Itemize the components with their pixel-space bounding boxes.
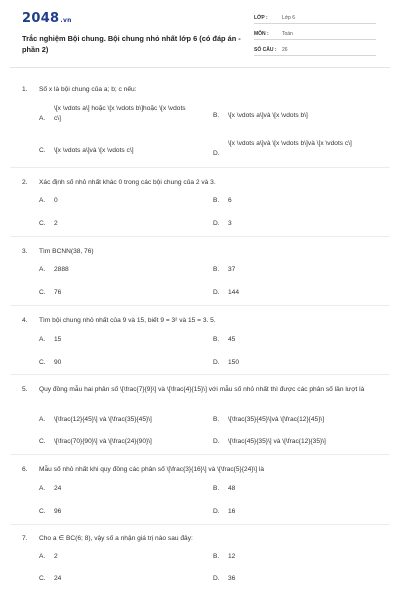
option-text: 16 [228, 508, 236, 515]
question-stem [22, 84, 384, 95]
option-letter: B. [213, 553, 220, 560]
question-number: 3. [22, 248, 28, 255]
option-text: 45 [228, 336, 236, 343]
option-letter: A. [39, 115, 46, 122]
option-text: \[\frac{35}{45}\]và \[\frac{12}{45}\] [228, 416, 325, 423]
question-divider [10, 236, 390, 237]
option-letter: A. [39, 336, 46, 343]
option-a[interactable] [39, 484, 204, 494]
option-letter: A. [39, 553, 46, 560]
question-text: Tìm BCNN(38, 76) [39, 248, 94, 255]
option-letter: B. [213, 112, 220, 119]
option-text: 2 [54, 553, 58, 560]
option-c[interactable] [39, 219, 204, 229]
question-stem [22, 315, 384, 326]
option-text: \[\frac{70}{90}\] và \[\frac{24}{90}\] [54, 438, 152, 445]
question-number: 1. [22, 86, 28, 93]
option-letter: C. [39, 147, 46, 154]
option-letter: C. [39, 575, 46, 582]
question-number: 5. [22, 386, 28, 393]
question-text: Xác định số nhỏ nhất khác 0 trong các bội chung của 2 và 3. [39, 179, 216, 186]
meta-label: LỚP : [254, 14, 268, 21]
meta-value: Toán [282, 30, 293, 37]
option-text: 144 [228, 289, 240, 296]
option-text: 15 [54, 336, 62, 343]
option-text: 6 [228, 197, 232, 204]
question-stem [22, 464, 384, 475]
option-letter: D. [213, 150, 220, 157]
option-d[interactable] [213, 574, 378, 584]
option-a[interactable] [39, 415, 204, 425]
question-stem [22, 384, 384, 395]
option-text: \[x \vdots a\]và \[x \vdots b\]và \[x \vdots c\] [228, 140, 352, 147]
meta-label: MÔN : [254, 30, 269, 37]
option-d[interactable] [213, 219, 378, 229]
question-divider [10, 305, 390, 306]
option-text: 24 [54, 575, 62, 582]
question-number: 4. [22, 317, 28, 324]
option-d[interactable] [213, 288, 378, 298]
question-text: Tìm bội chung nhỏ nhất của 9 và 15, biết 9 = 3² và 15 = 3. 5. [39, 317, 216, 324]
question-divider [10, 454, 390, 455]
question-stem [22, 177, 384, 188]
option-letter: B. [213, 266, 220, 273]
option-text: 24 [54, 485, 62, 492]
option-letter: A. [39, 416, 46, 423]
question-divider [10, 167, 390, 168]
option-text: \[\frac{12}{45}\] và \[\frac{35}{45}\] [54, 416, 152, 423]
meta-value: Lớp 6 [282, 14, 296, 21]
question-text: Mẫu số nhỏ nhất khi quy đồng các phân số \[\frac{3}{16}\] và \[\frac{5}{24}\] là [39, 466, 265, 473]
option-letter: B. [213, 336, 220, 343]
question-number: 7. [22, 535, 28, 542]
option-c[interactable] [39, 507, 204, 517]
option-b[interactable] [213, 552, 378, 562]
option-a[interactable] [39, 196, 204, 206]
option-a[interactable] [39, 552, 204, 562]
document-title: Trắc nghiệm Bội chung. Bội chung nhỏ nhất lớp 6 (có đáp án - phần 2) [22, 34, 241, 54]
option-letter: D. [213, 220, 220, 227]
option-b[interactable] [213, 111, 378, 121]
option-letter: A. [39, 197, 46, 204]
option-letter: C. [39, 289, 46, 296]
question-number: 2. [22, 179, 28, 186]
option-b[interactable] [213, 196, 378, 206]
option-text: 96 [54, 508, 62, 515]
question-stem [22, 246, 384, 257]
question-text: Quy đồng mẫu hai phân số \[\frac{7}{9}\] và \[\frac{4}{15}\] với mẫu số nhỏ nhất thì được các phân số lần lượt là [39, 386, 365, 393]
option-letter: D. [213, 575, 220, 582]
option-b[interactable] [213, 265, 378, 275]
option-text: 48 [228, 485, 236, 492]
meta-label: SỐ CÂU : [254, 46, 277, 53]
option-a[interactable] [39, 104, 189, 134]
option-letter: A. [39, 266, 46, 273]
option-letter: A. [39, 485, 46, 492]
option-letter: D. [213, 359, 220, 366]
option-a[interactable] [39, 335, 204, 345]
option-letter: D. [213, 438, 220, 445]
option-c[interactable] [39, 358, 204, 368]
option-text: 12 [228, 553, 236, 560]
option-text: \[\frac{45}{35}\] và \[\frac{12}{35}\] [228, 438, 326, 445]
question-divider [10, 524, 390, 525]
question-number: 6. [22, 466, 28, 473]
option-letter: C. [39, 508, 46, 515]
option-text: 3 [228, 220, 232, 227]
option-text: 0 [54, 197, 58, 204]
option-text: \[x \vdots a\]và \[x \vdots b\] [228, 112, 308, 119]
option-b[interactable] [213, 484, 378, 494]
question-text: Cho a ∈ BC(6; 8), vậy số a nhận giá trị nào sau đây: [39, 535, 193, 542]
option-letter: C. [39, 359, 46, 366]
option-text: 37 [228, 266, 236, 273]
option-letter: B. [213, 197, 220, 204]
option-letter: B. [213, 485, 220, 492]
option-d[interactable] [213, 437, 378, 447]
option-text: 90 [54, 359, 62, 366]
option-b[interactable] [213, 415, 378, 425]
option-letter: B. [213, 416, 220, 423]
question-divider [10, 374, 390, 375]
option-text: \[x \vdots a\] hoặc \[x \vdots b\]hoặc \[x \vdots c\] [54, 105, 186, 122]
option-letter: D. [213, 289, 220, 296]
option-d[interactable] [213, 358, 378, 368]
option-c[interactable] [39, 574, 204, 584]
option-text: 150 [228, 359, 240, 366]
option-d[interactable] [213, 507, 378, 517]
option-b[interactable] [213, 335, 378, 345]
option-c[interactable] [39, 437, 204, 447]
option-c[interactable] [39, 288, 204, 298]
option-text: 76 [54, 289, 62, 296]
logo-suffix: .vn [60, 17, 72, 24]
option-letter: C. [39, 438, 46, 445]
question-text: Số x là bội chung của a; b; c nếu: [39, 86, 137, 93]
question-stem [22, 533, 384, 544]
option-c[interactable] [39, 146, 204, 156]
option-a[interactable] [39, 265, 204, 275]
option-d[interactable] [213, 139, 383, 169]
logo-main: 2048 [22, 11, 60, 26]
meta-value: 26 [282, 46, 288, 53]
option-text: 36 [228, 575, 236, 582]
option-letter: C. [39, 220, 46, 227]
option-text: 2888 [54, 266, 69, 273]
option-text: 2 [54, 220, 58, 227]
option-text: \[x \vdots a\]và \[x \vdots c\] [54, 147, 134, 154]
option-letter: D. [213, 508, 220, 515]
